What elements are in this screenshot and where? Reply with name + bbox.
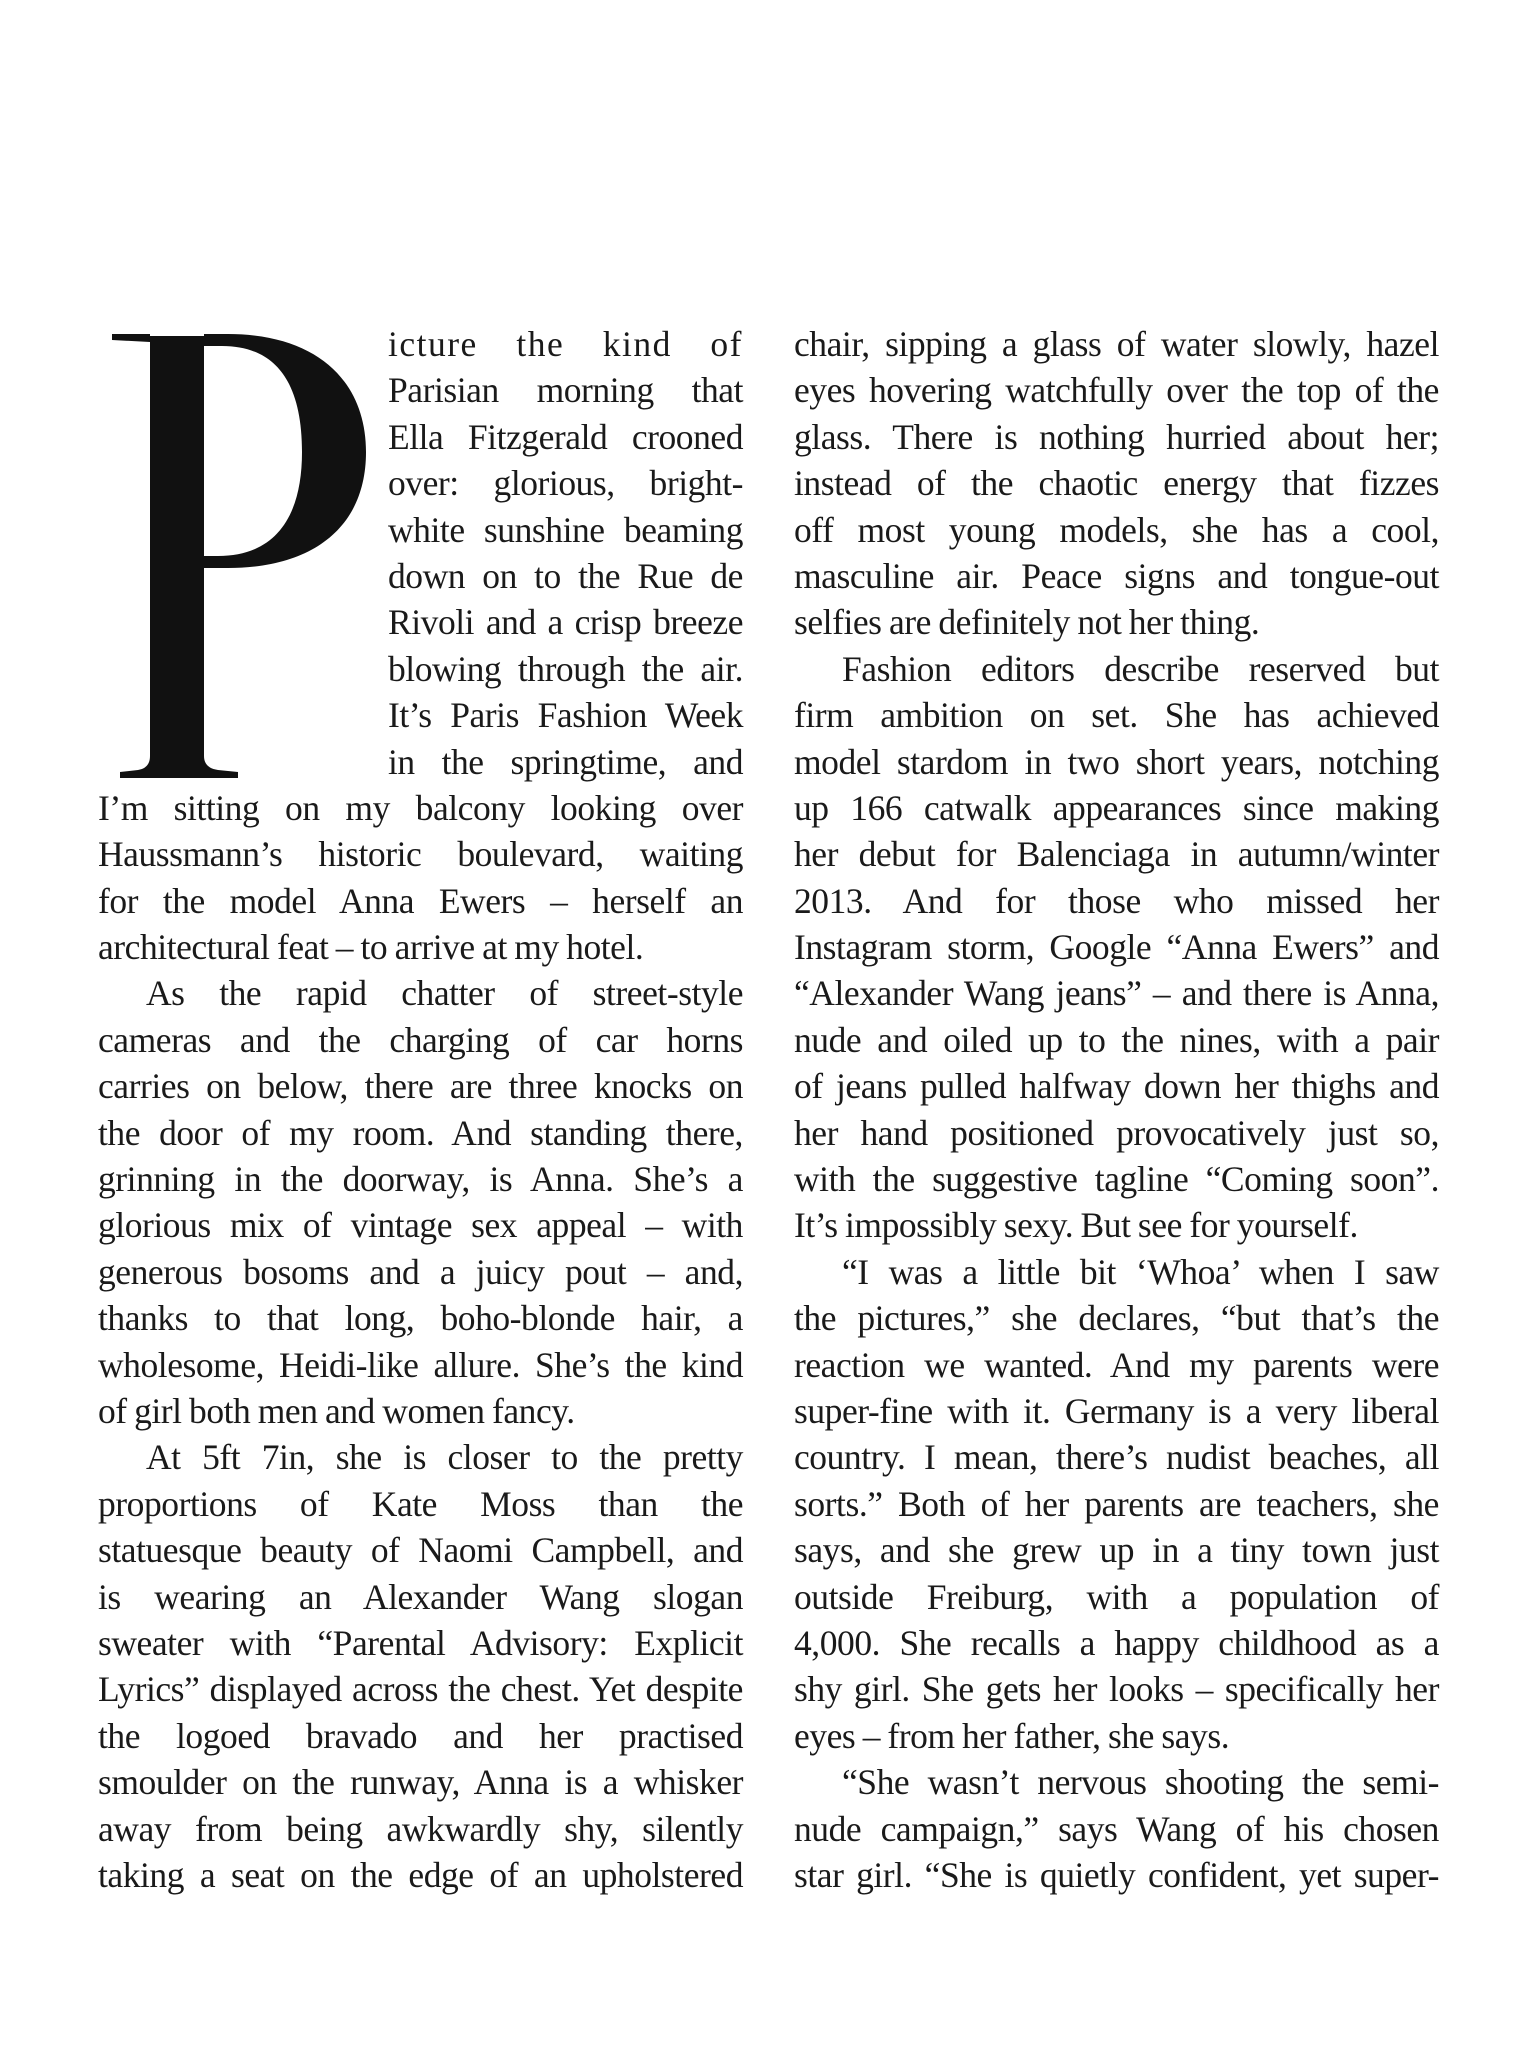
text-line: Instagram storm, Google “Anna Ewers” and [794,927,1439,968]
text-line: glorious mix of vintage sex appeal – with [98,1205,743,1246]
text-line: taking a seat on the edge of an upholstered [98,1854,743,1895]
text-line: with the suggestive tagline “Coming soon”. [794,1159,1439,1200]
text-line: is wearing an Alexander Wang slogan [98,1576,743,1617]
text-line: It’s impossibly sexy. But see for yourself. [794,1205,1358,1246]
text-line: Haussmann’s historic boulevard, waiting [98,834,743,875]
text-line: 2013. And for those who missed her [794,880,1439,921]
text-line: chair, sipping a glass of water slowly, hazel [794,324,1439,364]
text-line: smoulder on the runway, Anna is a whisker [98,1762,743,1803]
text-line: 4,000. She recalls a happy childhood as a [794,1622,1439,1663]
text-line: white sunshine beaming [388,509,743,550]
text-line: Ella Fitzgerald crooned [388,416,743,457]
text-line: down on to the Rue de [388,555,743,596]
text-line: icture the kind of [388,324,743,364]
text-line: selfies are definitely not her thing. [794,602,1260,643]
text-line: “Alexander Wang jeans” – and there is Anna, [794,973,1439,1014]
text-line: model stardom in two short years, notching [794,741,1439,782]
paragraph [794,646,1439,1249]
text-line: shy girl. She gets her looks – specifically her [794,1669,1439,1710]
text-line: up 166 catwalk appearances since making [794,787,1439,828]
text-line: generous bosoms and a juicy pout – and, [98,1251,743,1292]
text-line: I’m sitting on my balcony looking over [98,787,743,828]
paragraph [794,321,1439,646]
text-line: Parisian morning that [388,370,743,411]
text-line: grinning in the doorway, is Anna. She’s a [98,1159,743,1200]
text-line: firm ambition on set. She has achieved [794,695,1439,736]
text-line: her hand positioned provocatively just so, [794,1112,1439,1153]
text-line: country. I mean, there’s nudist beaches, all [794,1437,1439,1478]
text-line: blowing through the air. [388,648,743,689]
text-line: says, and she grew up in a tiny town just [794,1530,1439,1571]
text-line: reaction we wanted. And my parents were [794,1344,1439,1385]
text-line: instead of the chaotic energy that fizzes [794,463,1439,504]
text-line: away from being awkwardly shy, silently [98,1808,743,1849]
paragraph [98,1434,743,1898]
text-line: “She wasn’t nervous shooting the semi- [842,1762,1439,1803]
text-line: sweater with “Parental Advisory: Explicit [98,1622,743,1663]
text-line: proportions of Kate Moss than the [98,1483,743,1524]
text-line: As the rapid chatter of street-style [146,973,743,1014]
text-line: nude campaign,” says Wang of his chosen [794,1808,1439,1849]
text-line: thanks to that long, boho-blonde hair, a [98,1298,743,1339]
text-line: Fashion editors describe reserved but [842,648,1439,689]
text-line: architectural feat – to arrive at my hotel. [98,927,644,968]
text-line: in the springtime, and [388,741,743,782]
paragraph [794,1759,1439,1898]
opening-paragraph [98,321,743,970]
text-line: Lyrics” displayed across the chest. Yet despite [98,1669,743,1710]
text-line: of jeans pulled halfway down her thighs and [794,1066,1439,1107]
text-line: of girl both men and women fancy. [98,1390,575,1431]
text-line: masculine air. Peace signs and tongue-out [794,555,1439,596]
text-line: over: glorious, bright- [388,463,743,504]
article-left-column [98,321,743,1898]
text-line: wholesome, Heidi-like allure. She’s the kind [98,1344,743,1385]
text-line: statuesque beauty of Naomi Campbell, and [98,1530,743,1571]
text-line: cameras and the charging of car horns [98,1019,743,1060]
text-line: It’s Paris Fashion Week [388,695,743,736]
text-line: eyes – from her father, she says. [794,1715,1230,1756]
text-line: super-fine with it. Germany is a very liberal [794,1390,1439,1431]
text-line: glass. There is nothing hurried about her; [794,416,1439,457]
text-line: off most young models, she has a cool, [794,509,1439,550]
text-line: At 5ft 7in, she is closer to the pretty [146,1437,743,1478]
text-line: star girl. “She is quietly confident, yet super- [794,1854,1439,1895]
text-line: the pictures,” she declares, “but that’s the [794,1298,1439,1339]
text-line: Rivoli and a crisp breeze [388,602,743,643]
text-line: “I was a little bit ‘Whoa’ when I saw [842,1251,1439,1292]
text-line: outside Freiburg, with a population of [794,1576,1439,1617]
text-line: nude and oiled up to the nines, with a pair [794,1019,1439,1060]
text-line: her debut for Balenciaga in autumn/winter [794,834,1439,875]
text-line: for the model Anna Ewers – herself an [98,880,743,921]
article-right-column [794,321,1439,1898]
text-line: carries on below, there are three knocks on [98,1066,743,1107]
text-line: eyes hovering watchfully over the top of the [794,370,1439,411]
text-line: sorts.” Both of her parents are teachers, she [794,1483,1439,1524]
text-line: the door of my room. And standing there, [98,1112,743,1153]
text-line: the logoed bravado and her practised [98,1715,743,1756]
paragraph [98,970,743,1434]
paragraph [794,1249,1439,1759]
